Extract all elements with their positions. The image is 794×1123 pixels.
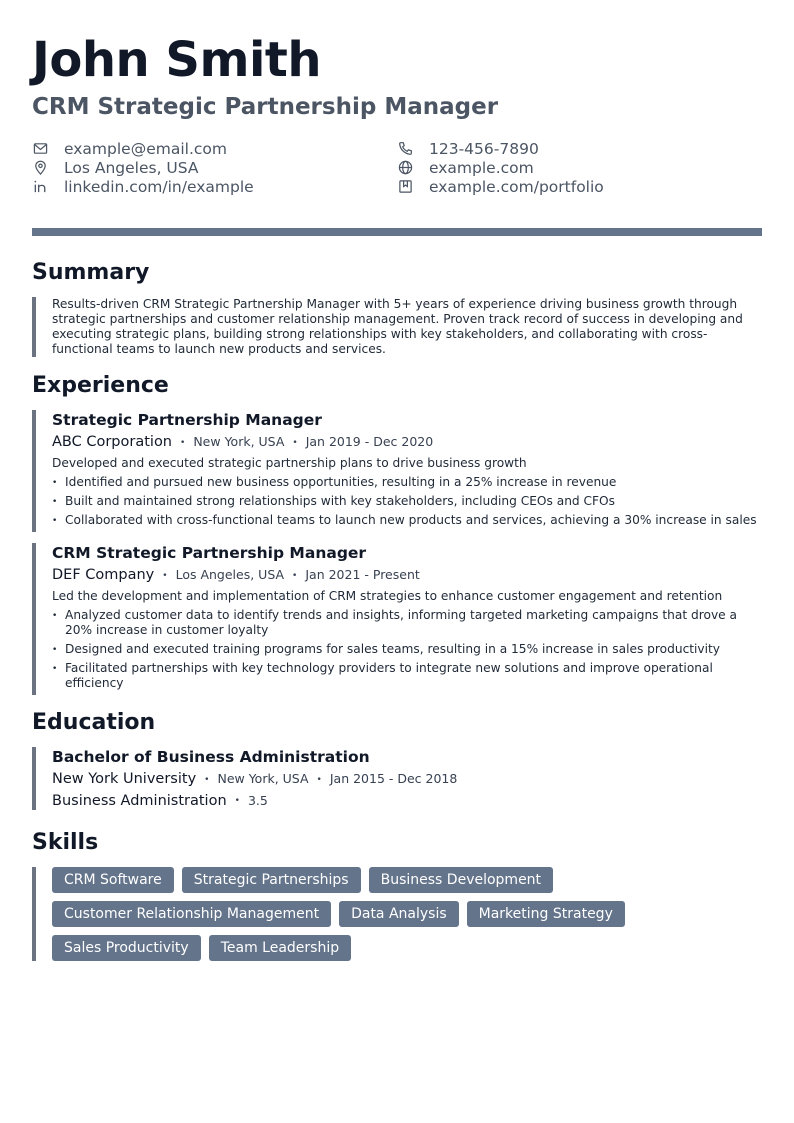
website-text: example.com: [429, 158, 534, 177]
school-location: New York, USA: [217, 771, 309, 786]
experience-meta: [52, 566, 762, 585]
summary-heading: Summary: [32, 260, 150, 285]
portfolio-text: example.com/portfolio: [429, 177, 604, 196]
skill-tag: Sales Productivity: [52, 935, 201, 961]
job-dates: Jan 2021 - Present: [305, 567, 420, 582]
linkedin-icon: [32, 179, 48, 195]
candidate-name: John Smith: [32, 32, 322, 88]
map-pin-icon: [32, 160, 48, 176]
achievement-list: [52, 608, 762, 691]
experience-meta: [52, 433, 762, 452]
education-field-row: [52, 792, 762, 811]
job-title: CRM Strategic Partnership Manager: [32, 94, 499, 120]
experience-entry: [32, 410, 762, 532]
contact-email[interactable]: [32, 139, 227, 158]
field-of-study: Business Administration: [52, 792, 227, 809]
linkedin-text: linkedin.com/in/example: [64, 177, 254, 196]
phone-icon: [397, 141, 413, 157]
achievement-item: • Collaborated with cross-functional teams to launch new products and services, achieving a 30% increase in sales: [52, 513, 762, 528]
skill-tag: Customer Relationship Management: [52, 901, 331, 927]
summary-text: Results-driven CRM Strategic Partnership Manager with 5+ years of experience driving business growth through strategic partnerships and customer relationship management. Proven track record of success in developing and executing strategic plans, building strong relationships with key stakeholders, and collaborating with cross-functional teams to launch new products and services.: [52, 297, 743, 356]
skill-tag: Business Development: [369, 867, 553, 893]
separator-dot: •: [180, 437, 186, 448]
achievement-list: [52, 475, 762, 528]
mail-icon: [32, 141, 48, 157]
achievement-item: • Designed and executed training programs for sales teams, resulting in a 15% increase in sales productivity: [52, 642, 762, 657]
job-location: Los Angeles, USA: [175, 567, 285, 582]
skill-tag: Strategic Partnerships: [182, 867, 361, 893]
contact-linkedin[interactable]: [32, 177, 254, 196]
education-heading: Education: [32, 710, 156, 735]
job-description: Developed and executed strategic partnership plans to drive business growth: [52, 455, 527, 470]
experience-role: CRM Strategic Partnership Manager: [52, 544, 367, 562]
job-location: New York, USA: [193, 434, 285, 449]
separator-dot: •: [316, 774, 322, 785]
contact-website[interactable]: [397, 158, 534, 177]
contact-location: [32, 158, 199, 177]
skill-tag: CRM Software: [52, 867, 174, 893]
achievement-item: • Identified and pursued new business opportunities, resulting in a 25% increase in revenue: [52, 475, 762, 490]
skill-tag: Data Analysis: [339, 901, 459, 927]
skills-heading: Skills: [32, 830, 99, 855]
job-description: Led the development and implementation of CRM strategies to enhance customer engagement and retention: [52, 588, 723, 603]
experience-role: Strategic Partnership Manager: [52, 411, 322, 429]
company-name: ABC Corporation: [52, 434, 173, 450]
achievement-item: • Facilitated partnerships with key technology providers to integrate new solutions and improve operational efficiency: [52, 661, 762, 691]
education-dates: Jan 2015 - Dec 2018: [329, 771, 458, 786]
experience-heading: Experience: [32, 373, 169, 398]
separator-dot: •: [162, 570, 168, 581]
achievement-item: • Analyzed customer data to identify trends and insights, informing targeted marketing campaigns that drove a 20% increase in customer loyalty: [52, 608, 762, 638]
achievement-item: • Built and maintained strong relationships with key stakeholders, including CEOs and CFOs: [52, 494, 762, 509]
separator-dot: •: [292, 437, 298, 448]
separator-dot: •: [292, 570, 298, 581]
education-meta: [52, 770, 762, 789]
school-name: New York University: [52, 771, 197, 787]
company-name: DEF Company: [52, 567, 155, 583]
degree-name: Bachelor of Business Administration: [52, 748, 370, 766]
separator-dot: •: [234, 796, 240, 806]
separator-dot: •: [204, 774, 210, 785]
skill-tag: Marketing Strategy: [467, 901, 625, 927]
skills-section: [32, 867, 762, 961]
experience-entry: [32, 543, 762, 695]
phone-text: 123-456-7890: [429, 139, 539, 158]
location-text: Los Angeles, USA: [64, 158, 199, 177]
contact-portfolio[interactable]: [397, 177, 604, 196]
bookmark-icon: [397, 179, 413, 195]
gpa-value: 3.5: [247, 792, 268, 808]
email-text: example@email.com: [64, 139, 227, 158]
education-entry: [32, 747, 762, 810]
skill-tag: Team Leadership: [209, 935, 351, 961]
summary-section: [32, 297, 762, 357]
contact-phone[interactable]: [397, 139, 539, 158]
globe-icon: [397, 160, 413, 176]
job-dates: Jan 2019 - Dec 2020: [305, 434, 434, 449]
skills-list: [52, 867, 762, 961]
header-divider: [32, 228, 762, 236]
